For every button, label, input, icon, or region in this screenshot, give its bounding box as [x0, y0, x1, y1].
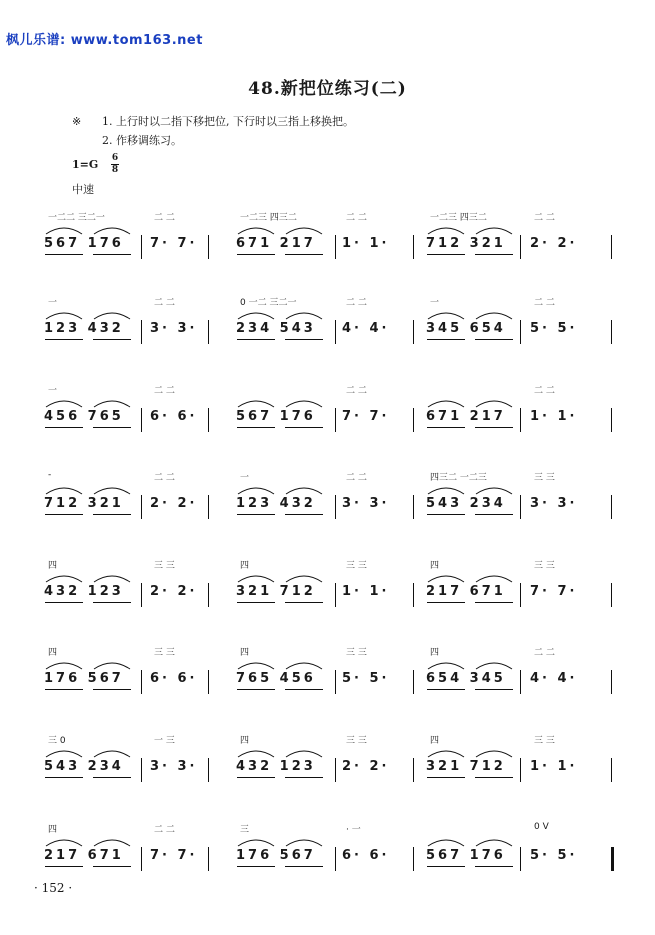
note-group: 123 432	[44, 321, 124, 336]
fingering: 二 二	[154, 386, 175, 396]
held-notes: 7· 7·	[150, 848, 198, 863]
slur	[428, 840, 464, 846]
beat-underline	[93, 602, 131, 603]
score-row	[0, 558, 655, 618]
score-row	[0, 822, 655, 882]
site-watermark: 枫儿乐谱: www.tom163.net	[6, 33, 203, 48]
slur	[286, 751, 322, 757]
note-group: 176 567	[44, 671, 124, 686]
slur-marks	[236, 570, 332, 584]
slur-marks	[236, 222, 332, 236]
barline	[335, 670, 336, 694]
score-row	[0, 383, 655, 443]
barline	[208, 320, 209, 344]
fingering: 二 二	[346, 473, 367, 483]
fingering: 三 0	[48, 736, 66, 746]
key-signature: 1=G	[72, 158, 99, 171]
note-group: 543 234	[426, 496, 506, 511]
slur	[238, 401, 274, 407]
slur	[286, 313, 322, 319]
held-notes: 4· 4·	[342, 321, 390, 336]
slur	[238, 663, 274, 669]
slur-marks	[44, 745, 140, 759]
beat-underline	[285, 602, 323, 603]
beat-underline	[285, 689, 323, 690]
tempo-marking: 中速	[72, 183, 94, 196]
note-group: 345 654	[426, 321, 506, 336]
note-group: 654 345	[426, 671, 506, 686]
barline	[520, 670, 521, 694]
barline	[141, 758, 142, 782]
slur	[428, 576, 464, 582]
slur-marks	[44, 834, 140, 848]
slur	[428, 488, 464, 494]
slur	[238, 488, 274, 494]
beat-underline	[237, 689, 275, 690]
slur	[94, 401, 130, 407]
beat-underline	[475, 514, 513, 515]
held-notes: 5· 5·	[342, 671, 390, 686]
beat-underline	[285, 339, 323, 340]
slur-marks	[44, 307, 140, 321]
fingering: 三 三	[346, 736, 367, 746]
slur-marks	[236, 657, 332, 671]
barline	[413, 670, 414, 694]
slur	[46, 840, 82, 846]
beat-underline	[475, 602, 513, 603]
beat-underline	[427, 689, 465, 690]
note-group: 671 217	[426, 409, 506, 424]
fingering: 二 二	[154, 298, 175, 308]
fingering: 一 三	[154, 736, 175, 746]
note-group: 765 456	[236, 671, 316, 686]
slur	[428, 751, 464, 757]
note-mark: ※	[72, 115, 82, 128]
slur	[46, 576, 82, 582]
meter-top: 6	[111, 153, 119, 163]
barline	[611, 408, 612, 432]
slur-marks	[44, 482, 140, 496]
barline	[141, 583, 142, 607]
fingering: 二 二	[346, 386, 367, 396]
beat-underline	[475, 866, 513, 867]
barline	[141, 495, 142, 519]
slur	[286, 576, 322, 582]
note-group: 567 176	[236, 409, 316, 424]
beat-underline	[285, 866, 323, 867]
beat-underline	[285, 427, 323, 428]
held-notes: 3· 3·	[530, 496, 578, 511]
note-group: 123 432	[236, 496, 316, 511]
fingering: 二 二	[154, 825, 175, 835]
slur	[94, 663, 130, 669]
slur	[94, 840, 130, 846]
beat-underline	[285, 777, 323, 778]
fingering: 三 三	[346, 561, 367, 571]
fingering: 0 一二 三二一	[240, 298, 297, 308]
barline	[208, 583, 209, 607]
barline	[413, 847, 414, 871]
beat-underline	[45, 254, 83, 255]
slur	[46, 663, 82, 669]
slur	[476, 401, 512, 407]
barline	[413, 495, 414, 519]
slur	[94, 228, 130, 234]
slur	[94, 313, 130, 319]
held-notes: 1· 1·	[530, 409, 578, 424]
slur	[46, 313, 82, 319]
slur	[46, 228, 82, 234]
note-group: 456 765	[44, 409, 124, 424]
slur	[238, 576, 274, 582]
slur	[286, 401, 322, 407]
barline	[208, 235, 209, 259]
page-number: · 152 ·	[34, 881, 73, 895]
note-group: 712 321	[44, 496, 124, 511]
barline	[208, 408, 209, 432]
barline	[413, 583, 414, 607]
barline	[520, 408, 521, 432]
note-line-1: 1. 上行时以二指下移把位, 下行时以三指上移换把。	[102, 115, 354, 128]
held-notes: 7· 7·	[342, 409, 390, 424]
slur-marks	[44, 395, 140, 409]
barline	[335, 320, 336, 344]
barline	[208, 758, 209, 782]
note-group: 176 567	[236, 848, 316, 863]
slur	[286, 663, 322, 669]
note-line-2: 2. 作移调练习。	[102, 134, 182, 147]
slur-marks	[236, 395, 332, 409]
note-group: 567 176	[44, 236, 124, 251]
piece-title: 48.新把位练习(二)	[248, 79, 407, 99]
slur-marks	[426, 482, 522, 496]
barline	[208, 495, 209, 519]
slur-marks	[236, 834, 332, 848]
slur	[286, 488, 322, 494]
fingering: 四	[240, 561, 250, 571]
beat-underline	[427, 339, 465, 340]
fingering: 二 二	[534, 213, 555, 223]
fingering: 四	[48, 825, 58, 835]
held-notes: 2· 2·	[150, 496, 198, 511]
slur-marks	[426, 307, 522, 321]
held-notes: 6· 6·	[150, 671, 198, 686]
held-notes: 5· 5·	[530, 321, 578, 336]
fingering: 三 三	[154, 561, 175, 571]
score-row	[0, 645, 655, 705]
slur	[428, 228, 464, 234]
slur	[286, 840, 322, 846]
beat-underline	[45, 427, 83, 428]
held-notes: 7· 7·	[530, 584, 578, 599]
slur-marks	[236, 745, 332, 759]
slur-marks	[426, 834, 522, 848]
barline	[611, 320, 612, 344]
fingering: 二 二	[154, 473, 175, 483]
fingering: 四	[48, 648, 58, 658]
fingering: 二 二	[154, 213, 175, 223]
beat-underline	[237, 866, 275, 867]
barline	[520, 235, 521, 259]
slur	[428, 313, 464, 319]
fingering: 三 三	[154, 648, 175, 658]
slur-marks	[426, 657, 522, 671]
note-group: 712 321	[426, 236, 506, 251]
slur-marks	[44, 222, 140, 236]
beat-underline	[237, 514, 275, 515]
held-notes: 3· 3·	[342, 496, 390, 511]
slur	[428, 401, 464, 407]
beat-underline	[237, 777, 275, 778]
score-row	[0, 295, 655, 355]
beat-underline	[427, 254, 465, 255]
beat-underline	[45, 339, 83, 340]
barline	[141, 320, 142, 344]
fingering: 三 三	[534, 473, 555, 483]
held-notes: 2· 2·	[342, 759, 390, 774]
fingering: 三 三	[534, 736, 555, 746]
beat-underline	[93, 689, 131, 690]
fingering: 四三二 一二三	[430, 473, 487, 483]
beat-underline	[475, 777, 513, 778]
beat-underline	[45, 866, 83, 867]
barline	[611, 847, 614, 871]
slur	[238, 840, 274, 846]
fingering: 0 V	[534, 822, 549, 832]
beat-underline	[93, 866, 131, 867]
barline	[335, 758, 336, 782]
slur-marks	[44, 570, 140, 584]
beat-underline	[285, 514, 323, 515]
barline	[335, 847, 336, 871]
beat-underline	[475, 339, 513, 340]
held-notes: 1· 1·	[342, 236, 390, 251]
beat-underline	[237, 254, 275, 255]
held-notes: 4· 4·	[530, 671, 578, 686]
beat-underline	[45, 689, 83, 690]
beat-underline	[93, 339, 131, 340]
slur-marks	[236, 482, 332, 496]
fingering: 三 三	[346, 648, 367, 658]
beat-underline	[93, 427, 131, 428]
slur	[476, 313, 512, 319]
barline	[335, 495, 336, 519]
barline	[611, 583, 612, 607]
slur	[476, 488, 512, 494]
slur	[428, 663, 464, 669]
barline	[208, 847, 209, 871]
beat-underline	[427, 602, 465, 603]
slur	[286, 228, 322, 234]
beat-underline	[237, 339, 275, 340]
barline	[520, 495, 521, 519]
barline	[141, 670, 142, 694]
score-row	[0, 210, 655, 270]
slur	[476, 751, 512, 757]
note-group: 671 217	[236, 236, 316, 251]
slur	[46, 401, 82, 407]
barline	[611, 495, 612, 519]
slur	[238, 751, 274, 757]
note-group: 567 176	[426, 848, 506, 863]
slur	[238, 228, 274, 234]
fingering: 二 二	[534, 298, 555, 308]
slur	[476, 663, 512, 669]
barline	[208, 670, 209, 694]
slur-marks	[426, 222, 522, 236]
barline	[611, 670, 612, 694]
fingering: 四	[240, 736, 250, 746]
beat-underline	[45, 514, 83, 515]
fingering: 三	[240, 825, 250, 835]
slur	[46, 751, 82, 757]
beat-underline	[237, 427, 275, 428]
barline	[413, 235, 414, 259]
beat-underline	[475, 427, 513, 428]
fingering: 一	[48, 298, 58, 308]
barline	[413, 758, 414, 782]
fingering: 二 二	[534, 386, 555, 396]
fingering: 一二二 三二一	[48, 213, 105, 223]
fingering: 一	[48, 386, 58, 396]
barline	[413, 408, 414, 432]
held-notes: 5· 5·	[530, 848, 578, 863]
fingering: 四	[430, 561, 440, 571]
barline	[335, 583, 336, 607]
beat-underline	[45, 602, 83, 603]
slur-marks	[44, 657, 140, 671]
barline	[335, 235, 336, 259]
fingering: 三 三	[534, 561, 555, 571]
slur	[238, 313, 274, 319]
slur-marks	[426, 570, 522, 584]
note-group: 321 712	[236, 584, 316, 599]
note-group: 432 123	[236, 759, 316, 774]
note-group: 321 712	[426, 759, 506, 774]
note-group: 543 234	[44, 759, 124, 774]
note-group: 217 671	[426, 584, 506, 599]
held-notes: 1· 1·	[342, 584, 390, 599]
slur-marks	[426, 745, 522, 759]
held-notes: 3· 3·	[150, 321, 198, 336]
fingering: -	[48, 470, 52, 480]
fingering: 一	[430, 298, 440, 308]
beat-underline	[93, 514, 131, 515]
held-notes: 3· 3·	[150, 759, 198, 774]
beat-underline	[237, 602, 275, 603]
held-notes: 2· 2·	[150, 584, 198, 599]
slur-marks	[236, 307, 332, 321]
barline	[520, 847, 521, 871]
fingering: 一二三 四三二	[430, 213, 487, 223]
slur	[94, 488, 130, 494]
score-row	[0, 733, 655, 793]
slur	[94, 751, 130, 757]
held-notes: 1· 1·	[530, 759, 578, 774]
beat-underline	[427, 514, 465, 515]
time-signature	[111, 154, 119, 175]
fingering: 二 二	[346, 298, 367, 308]
beat-underline	[475, 254, 513, 255]
slur	[476, 228, 512, 234]
beat-underline	[427, 777, 465, 778]
held-notes: 7· 7·	[150, 236, 198, 251]
slur-marks	[426, 395, 522, 409]
fingering: 四	[430, 648, 440, 658]
score-row	[0, 470, 655, 530]
slur	[476, 840, 512, 846]
beat-underline	[285, 254, 323, 255]
barline	[611, 758, 612, 782]
beat-underline	[427, 427, 465, 428]
barline	[141, 408, 142, 432]
held-notes: 6· 6·	[150, 409, 198, 424]
fingering: 四	[48, 561, 58, 571]
barline	[335, 408, 336, 432]
fingering: 一二三 四三二	[240, 213, 297, 223]
fingering: 一	[240, 473, 250, 483]
barline	[520, 583, 521, 607]
barline	[413, 320, 414, 344]
barline	[520, 320, 521, 344]
fingering: · 一	[346, 825, 361, 835]
meter-bottom: 8	[111, 165, 119, 175]
note-group: 217 671	[44, 848, 124, 863]
fingering: 四	[240, 648, 250, 658]
beat-underline	[427, 866, 465, 867]
barline	[520, 758, 521, 782]
barline	[141, 235, 142, 259]
note-group: 432 123	[44, 584, 124, 599]
slur	[46, 488, 82, 494]
held-notes: 2· 2·	[530, 236, 578, 251]
beat-underline	[93, 254, 131, 255]
note-group: 234 543	[236, 321, 316, 336]
beat-underline	[475, 689, 513, 690]
fingering: 二 二	[346, 213, 367, 223]
barline	[611, 235, 612, 259]
beat-underline	[45, 777, 83, 778]
fingering: 四	[430, 736, 440, 746]
barline	[141, 847, 142, 871]
beat-underline	[93, 777, 131, 778]
held-notes: 6· 6·	[342, 848, 390, 863]
slur	[476, 576, 512, 582]
fingering: 二 二	[534, 648, 555, 658]
slur	[94, 576, 130, 582]
